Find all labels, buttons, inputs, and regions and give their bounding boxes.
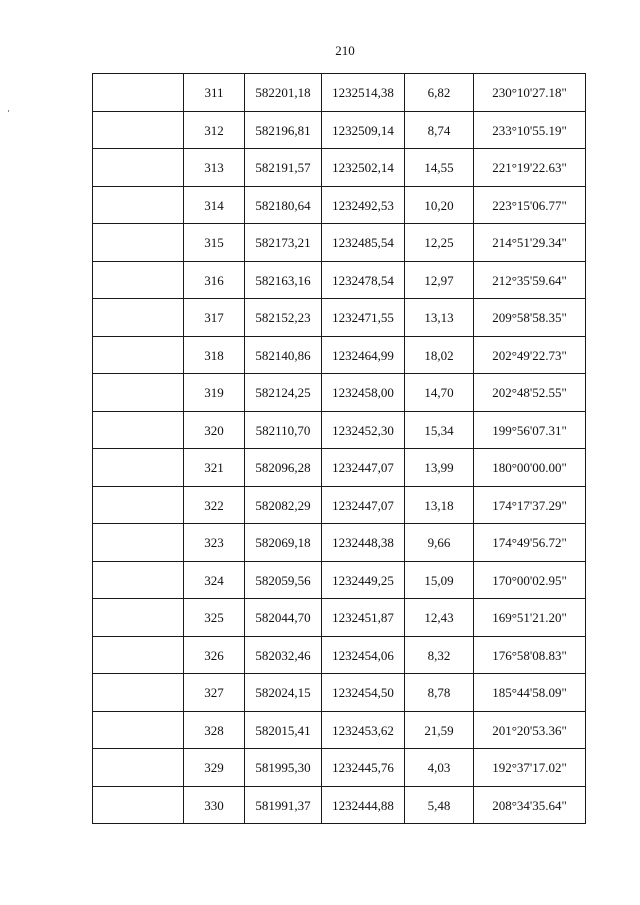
x-coordinate-cell [245, 674, 322, 712]
point-number-cell [184, 74, 245, 112]
segment-length-value: 8,78 [427, 685, 451, 700]
segment-length-value: 8,74 [427, 122, 451, 138]
point-number-value: 323 [204, 535, 224, 550]
segment-length-value: 6,82 [427, 85, 451, 100]
segment-length-cell [405, 674, 474, 712]
y-coordinate-cell [322, 149, 405, 187]
direction-angle-cell [474, 636, 586, 674]
y-coordinate-value: 1232454,50 [332, 685, 394, 700]
y-coordinate-value: 1232492,53 [332, 197, 394, 213]
x-coordinate-value: 582173,21 [255, 235, 311, 250]
point-number-value: 325 [204, 610, 224, 625]
y-coordinate-cell [322, 111, 405, 149]
row-label-cell [93, 74, 184, 112]
table-row [93, 786, 586, 824]
segment-length-value: 8,32 [427, 647, 451, 663]
y-coordinate-cell [322, 374, 405, 412]
y-coordinate-cell [322, 674, 405, 712]
segment-length-cell [405, 111, 474, 149]
row-label-cell [93, 224, 184, 262]
point-number-value: 318 [204, 347, 224, 363]
y-coordinate-cell [322, 561, 405, 599]
y-coordinate-value: 1232509,14 [332, 122, 394, 138]
direction-angle-cell [474, 261, 586, 299]
table-row [93, 299, 586, 337]
y-coordinate-cell [322, 74, 405, 112]
table-row [93, 561, 586, 599]
segment-length-cell [405, 711, 474, 749]
y-coordinate-cell [322, 224, 405, 262]
direction-angle-value: 169°51'21.20" [492, 610, 567, 625]
x-coordinate-cell [245, 636, 322, 674]
point-number-value: 317 [204, 310, 224, 325]
y-coordinate-cell [322, 524, 405, 562]
y-coordinate-value: 1232464,99 [332, 347, 394, 363]
y-coordinate-cell [322, 636, 405, 674]
y-coordinate-value: 1232514,38 [332, 85, 394, 100]
segment-length-cell [405, 449, 474, 487]
point-number-value: 316 [204, 272, 224, 288]
table-row [93, 224, 586, 262]
table-row [93, 599, 586, 637]
x-coordinate-value: 582196,81 [255, 122, 311, 138]
point-number-cell [184, 786, 245, 824]
table-row [93, 74, 586, 112]
point-number-cell [184, 149, 245, 187]
point-number-cell [184, 299, 245, 337]
row-label-cell [93, 561, 184, 599]
direction-angle-value: 209°58'58.35" [492, 310, 567, 325]
y-coordinate-value: 1232445,76 [332, 760, 394, 775]
direction-angle-cell [474, 111, 586, 149]
point-number-value: 312 [204, 122, 224, 138]
table-row [93, 261, 586, 299]
y-coordinate-value: 1232444,88 [332, 797, 394, 813]
direction-angle-cell [474, 486, 586, 524]
x-coordinate-cell [245, 599, 322, 637]
y-coordinate-cell [322, 261, 405, 299]
coordinates-table [92, 73, 586, 824]
x-coordinate-cell [245, 786, 322, 824]
direction-angle-value: 176°58'08.83" [492, 647, 567, 663]
table-row [93, 374, 586, 412]
row-label-cell [93, 336, 184, 374]
x-coordinate-cell [245, 299, 322, 337]
page-number: 210 [335, 43, 355, 58]
segment-length-cell [405, 186, 474, 224]
x-coordinate-value: 582180,64 [255, 197, 311, 213]
segment-length-cell [405, 74, 474, 112]
table-row [93, 674, 586, 712]
x-coordinate-cell [245, 74, 322, 112]
x-coordinate-value: 581991,37 [255, 797, 311, 813]
y-coordinate-cell [322, 186, 405, 224]
y-coordinate-value: 1232447,07 [332, 497, 394, 513]
y-coordinate-cell [322, 449, 405, 487]
row-label-cell [93, 186, 184, 224]
table-row [93, 711, 586, 749]
direction-angle-cell [474, 411, 586, 449]
x-coordinate-cell [245, 449, 322, 487]
y-coordinate-cell [322, 599, 405, 637]
point-number-cell [184, 561, 245, 599]
row-label-cell [93, 374, 184, 412]
segment-length-value: 10,20 [424, 197, 454, 213]
y-coordinate-value: 1232448,38 [332, 535, 394, 550]
point-number-cell [184, 224, 245, 262]
x-coordinate-value: 582032,46 [255, 647, 311, 663]
segment-length-value: 5,48 [427, 797, 451, 813]
point-number-value: 330 [204, 797, 224, 813]
segment-length-value: 9,66 [427, 535, 451, 550]
segment-length-value: 13,99 [424, 460, 454, 475]
direction-angle-value: 223°15'06.77" [492, 197, 567, 213]
segment-length-cell [405, 411, 474, 449]
point-number-value: 327 [204, 685, 224, 700]
direction-angle-cell [474, 186, 586, 224]
segment-length-value: 14,70 [424, 385, 454, 400]
x-coordinate-value: 582152,23 [255, 310, 311, 325]
row-label-cell [93, 111, 184, 149]
x-coordinate-cell [245, 486, 322, 524]
table-row [93, 636, 586, 674]
point-number-value: 311 [204, 85, 224, 100]
direction-angle-cell [474, 674, 586, 712]
y-coordinate-value: 1232447,07 [332, 460, 394, 475]
y-coordinate-cell [322, 786, 405, 824]
direction-angle-value: 174°17'37.29" [492, 497, 567, 513]
point-number-value: 326 [204, 647, 224, 663]
y-coordinate-value: 1232485,54 [332, 235, 394, 250]
y-coordinate-cell [322, 336, 405, 374]
direction-angle-value: 202°48'52.55" [492, 385, 567, 400]
y-coordinate-value: 1232458,00 [332, 385, 394, 400]
row-label-cell [93, 261, 184, 299]
direction-angle-value: 174°49'56.72" [492, 535, 567, 550]
x-coordinate-value: 582191,57 [255, 160, 311, 175]
segment-length-value: 14,55 [424, 160, 454, 175]
point-number-cell [184, 261, 245, 299]
x-coordinate-cell [245, 224, 322, 262]
table-row [93, 749, 586, 787]
y-coordinate-value: 1232449,25 [332, 572, 394, 588]
direction-angle-value: 221°19'22.63" [492, 160, 567, 175]
y-coordinate-value: 1232452,30 [332, 422, 394, 438]
table-row [93, 336, 586, 374]
segment-length-cell [405, 749, 474, 787]
y-coordinate-value: 1232454,06 [332, 647, 394, 663]
x-coordinate-value: 582044,70 [255, 610, 311, 625]
point-number-value: 324 [204, 572, 224, 588]
segment-length-value: 15,34 [424, 422, 454, 438]
segment-length-value: 13,18 [424, 497, 454, 513]
table-row [93, 111, 586, 149]
row-label-cell [93, 786, 184, 824]
point-number-value: 329 [204, 760, 224, 775]
point-number-cell [184, 674, 245, 712]
direction-angle-value: 233°10'55.19" [492, 122, 567, 138]
x-coordinate-value: 582015,41 [255, 722, 311, 738]
row-label-cell [93, 599, 184, 637]
x-coordinate-cell [245, 261, 322, 299]
direction-angle-value: 185°44'58.09" [492, 685, 567, 700]
y-coordinate-value: 1232453,62 [332, 722, 394, 738]
segment-length-value: 12,25 [424, 235, 454, 250]
row-label-cell [93, 299, 184, 337]
x-coordinate-cell [245, 374, 322, 412]
row-label-cell [93, 149, 184, 187]
x-coordinate-value: 582124,25 [255, 385, 311, 400]
segment-length-value: 15,09 [424, 572, 454, 588]
y-coordinate-cell [322, 749, 405, 787]
table-row [93, 486, 586, 524]
row-label-cell [93, 411, 184, 449]
direction-angle-value: 230°10'27.18" [492, 85, 567, 100]
x-coordinate-value: 582059,56 [255, 572, 311, 588]
segment-length-cell [405, 786, 474, 824]
x-coordinate-cell [245, 524, 322, 562]
x-coordinate-value: 582110,70 [255, 422, 311, 438]
direction-angle-value: 208°34'35.64" [492, 797, 567, 813]
x-coordinate-cell [245, 111, 322, 149]
row-label-cell [93, 749, 184, 787]
segment-length-value: 12,97 [424, 272, 454, 288]
x-coordinate-cell [245, 186, 322, 224]
direction-angle-cell [474, 599, 586, 637]
direction-angle-value: 212°35'59.64" [492, 272, 567, 288]
segment-length-cell [405, 486, 474, 524]
segment-length-cell [405, 524, 474, 562]
table-row [93, 524, 586, 562]
point-number-value: 319 [204, 385, 224, 400]
direction-angle-value: 170°00'02.95" [492, 572, 567, 588]
point-number-value: 315 [204, 235, 224, 250]
point-number-cell [184, 186, 245, 224]
segment-length-cell [405, 299, 474, 337]
x-coordinate-value: 582163,16 [255, 272, 311, 288]
point-number-value: 313 [204, 160, 224, 175]
segment-length-cell [405, 224, 474, 262]
y-coordinate-cell [322, 486, 405, 524]
segment-length-cell [405, 261, 474, 299]
segment-length-value: 18,02 [424, 347, 454, 363]
x-coordinate-cell [245, 411, 322, 449]
direction-angle-cell [474, 299, 586, 337]
scan-artifact [8, 110, 9, 112]
point-number-cell [184, 111, 245, 149]
y-coordinate-value: 1232478,54 [332, 272, 394, 288]
x-coordinate-value: 582082,29 [255, 497, 311, 513]
row-label-cell [93, 449, 184, 487]
direction-angle-value: 180°00'00.00" [492, 460, 567, 475]
direction-angle-cell [474, 336, 586, 374]
direction-angle-cell [474, 749, 586, 787]
point-number-cell [184, 711, 245, 749]
x-coordinate-value: 581995,30 [255, 760, 311, 775]
y-coordinate-value: 1232502,14 [332, 160, 394, 175]
point-number-value: 314 [204, 197, 224, 213]
y-coordinate-cell [322, 411, 405, 449]
point-number-cell [184, 411, 245, 449]
x-coordinate-value: 582140,86 [255, 347, 311, 363]
x-coordinate-value: 582024,15 [255, 685, 311, 700]
x-coordinate-cell [245, 561, 322, 599]
point-number-cell [184, 336, 245, 374]
point-number-cell [184, 524, 245, 562]
direction-angle-cell [474, 74, 586, 112]
row-label-cell [93, 674, 184, 712]
segment-length-value: 12,43 [424, 610, 454, 625]
segment-length-cell [405, 374, 474, 412]
segment-length-cell [405, 599, 474, 637]
row-label-cell [93, 636, 184, 674]
segment-length-cell [405, 149, 474, 187]
point-number-cell [184, 486, 245, 524]
table-row [93, 411, 586, 449]
y-coordinate-value: 1232451,87 [332, 610, 394, 625]
x-coordinate-cell [245, 749, 322, 787]
point-number-value: 320 [204, 422, 224, 438]
table-row [93, 149, 586, 187]
direction-angle-value: 199°56'07.31" [492, 422, 567, 438]
point-number-value: 321 [204, 460, 224, 475]
direction-angle-value: 202°49'22.73" [492, 347, 567, 363]
direction-angle-value: 192°37'17.02" [492, 760, 567, 775]
segment-length-cell [405, 336, 474, 374]
row-label-cell [93, 486, 184, 524]
direction-angle-cell [474, 149, 586, 187]
point-number-cell [184, 749, 245, 787]
point-number-value: 322 [204, 497, 224, 513]
y-coordinate-value: 1232471,55 [332, 310, 394, 325]
segment-length-cell [405, 561, 474, 599]
direction-angle-cell [474, 374, 586, 412]
x-coordinate-value: 582201,18 [255, 85, 311, 100]
x-coordinate-cell [245, 336, 322, 374]
table-row [93, 186, 586, 224]
direction-angle-cell [474, 711, 586, 749]
point-number-cell [184, 374, 245, 412]
segment-length-cell [405, 636, 474, 674]
segment-length-value: 21,59 [424, 722, 454, 738]
table-row [93, 449, 586, 487]
point-number-cell [184, 599, 245, 637]
x-coordinate-cell [245, 711, 322, 749]
y-coordinate-cell [322, 711, 405, 749]
direction-angle-value: 201°20'53.36" [492, 722, 567, 738]
point-number-value: 328 [204, 722, 224, 738]
segment-length-value: 13,13 [424, 310, 454, 325]
point-number-cell [184, 449, 245, 487]
direction-angle-value: 214°51'29.34" [492, 235, 567, 250]
y-coordinate-cell [322, 299, 405, 337]
direction-angle-cell [474, 224, 586, 262]
direction-angle-cell [474, 561, 586, 599]
row-label-cell [93, 524, 184, 562]
x-coordinate-value: 582069,18 [255, 535, 311, 550]
x-coordinate-value: 582096,28 [255, 460, 311, 475]
point-number-cell [184, 636, 245, 674]
coordinates-table-body [93, 74, 586, 824]
x-coordinate-cell [245, 149, 322, 187]
direction-angle-cell [474, 449, 586, 487]
direction-angle-cell [474, 524, 586, 562]
segment-length-value: 4,03 [427, 760, 451, 775]
direction-angle-cell [474, 786, 586, 824]
row-label-cell [93, 711, 184, 749]
